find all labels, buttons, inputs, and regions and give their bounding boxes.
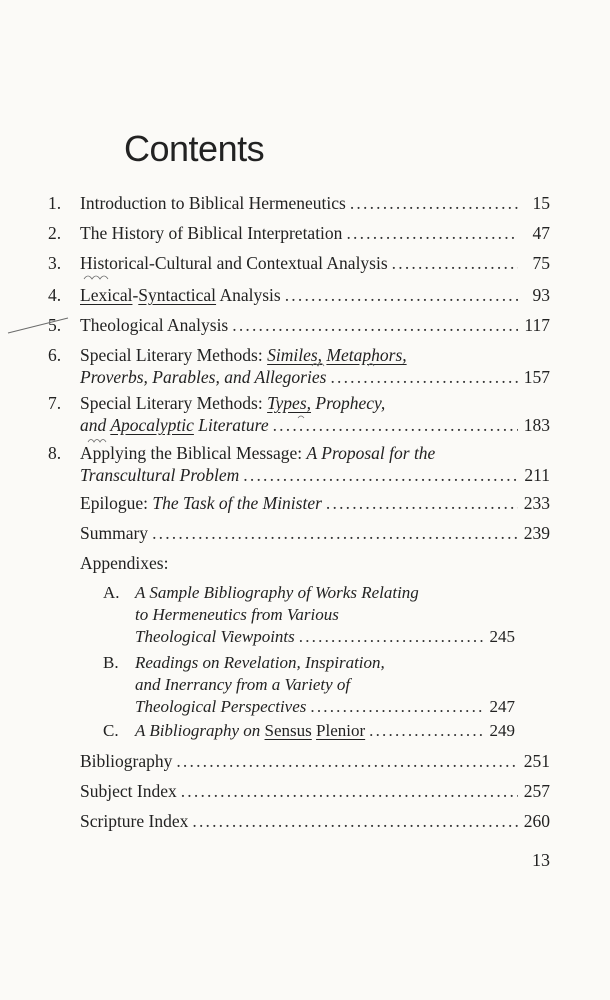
entry-title: Historical-Cultural and Contextual Analysis [80, 253, 388, 273]
entry-title-rest: Analysis [216, 285, 281, 305]
entry-title: Theological Analysis [80, 315, 229, 335]
entry-title-italic: Literature [193, 415, 269, 435]
entry-page: 15 [532, 193, 550, 213]
appendix-letter: A. [103, 583, 120, 602]
entry-title-plain: Special Literary Methods: [80, 345, 268, 365]
entry-page: 211 [524, 465, 550, 485]
entry-title-plain: Special Literary Methods: [80, 393, 268, 413]
entry-title: Introduction to Biblical Hermeneutics [80, 193, 346, 213]
underlined-word: Similes, [267, 345, 323, 365]
entry-title-line2: Proverbs, Parables, and Allegories [80, 367, 327, 387]
entry-number: 8. [48, 443, 62, 463]
entry-number: 5. [48, 315, 62, 335]
entry-title-line1 [80, 442, 435, 464]
entry-number: 2. [48, 223, 62, 243]
entry-page: 157 [523, 367, 550, 387]
entry-title-line2: Transcultural Problem [80, 465, 240, 485]
entry-title: Scripture Index [80, 811, 189, 831]
entry-page: 260 [523, 811, 550, 831]
appendixes-label: Appendixes: [80, 553, 169, 573]
leader-dots [326, 492, 518, 514]
appendix-letter: C. [103, 721, 119, 740]
entry-page: 247 [489, 697, 515, 716]
entry-title [80, 284, 281, 306]
appendix-line1 [135, 720, 365, 742]
leader-dots [392, 252, 518, 274]
entry-page: 233 [523, 493, 550, 513]
entry-number: 3. [48, 253, 62, 273]
entry-page: 245 [489, 627, 515, 646]
leader-dots [346, 222, 518, 244]
leader-dots [285, 284, 518, 306]
entry-page: 251 [523, 751, 550, 771]
entry-title-italic: Prophecy, [311, 393, 386, 413]
hyphen: - [132, 285, 139, 305]
entry-page: 47 [532, 223, 550, 243]
entry-page: 183 [523, 415, 550, 435]
entry-title-plain: Applying the Biblical Message: [80, 443, 307, 463]
entry-title-line2 [80, 414, 269, 436]
entry-number: 4. [48, 285, 62, 305]
entry-number: 1. [48, 193, 62, 213]
entry-page: 249 [489, 721, 515, 740]
leader-dots [369, 720, 483, 742]
appendix-line3: Theological Perspectives [135, 697, 307, 716]
appendix-line3: Theological Viewpoints [135, 627, 295, 646]
leader-dots [192, 810, 517, 832]
page-number: 13 [532, 850, 550, 870]
underlined-word: Sensus [264, 721, 312, 740]
entry-title-line1 [80, 344, 407, 366]
entry-title [80, 492, 322, 514]
pencil-scribble [84, 276, 108, 279]
page-title: Contents [124, 128, 265, 169]
entry-title-line1 [80, 392, 385, 414]
entry-title-italic: and [80, 415, 111, 435]
leader-dots [181, 780, 518, 802]
entry-title: Subject Index [80, 781, 177, 801]
appendix-line2: to Hermeneutics from Various [135, 605, 339, 624]
appendix-line2: and Inerrancy from a Variety of [135, 675, 351, 694]
entry-title: Summary [80, 523, 149, 543]
leader-dots [176, 750, 517, 772]
entry-page: 93 [532, 285, 550, 305]
leader-dots [299, 626, 483, 648]
entry-page: 257 [523, 781, 550, 801]
entry-number: 7. [48, 393, 62, 413]
entry-title-italic: The Task of the Minister [152, 493, 322, 513]
entry-title: Bibliography [80, 751, 173, 771]
entry-title-italic: A Proposal for the [306, 443, 436, 463]
appendix-line1: A Sample Bibliography of Works Relating [135, 583, 419, 602]
entry-title: The History of Biblical Interpretation [80, 223, 343, 243]
appendix-letter: B. [103, 653, 119, 672]
underlined-word: Types, [267, 393, 312, 413]
underlined-word: Apocalyptic [110, 415, 194, 435]
underlined-word: Syntactical [138, 285, 217, 305]
appendix-line1: Readings on Revelation, Inspiration, [135, 653, 385, 672]
leader-dots [330, 366, 517, 388]
entry-title-italic: A Bibliography on [135, 721, 265, 740]
leader-dots [350, 192, 518, 214]
entry-page: 117 [524, 315, 550, 335]
underlined-word: Plenior [316, 721, 366, 740]
underlined-word: Metaphors, [326, 345, 407, 365]
leader-dots [243, 464, 518, 486]
entry-page: 239 [523, 523, 550, 543]
leader-dots [152, 522, 518, 544]
entry-page: 75 [532, 253, 550, 273]
leader-dots [232, 314, 518, 336]
entry-number: 6. [48, 345, 62, 365]
leader-dots [273, 414, 518, 436]
leader-dots [310, 696, 483, 718]
entry-title-plain: Epilogue: [80, 493, 153, 513]
underlined-word: Lexical [80, 285, 133, 305]
